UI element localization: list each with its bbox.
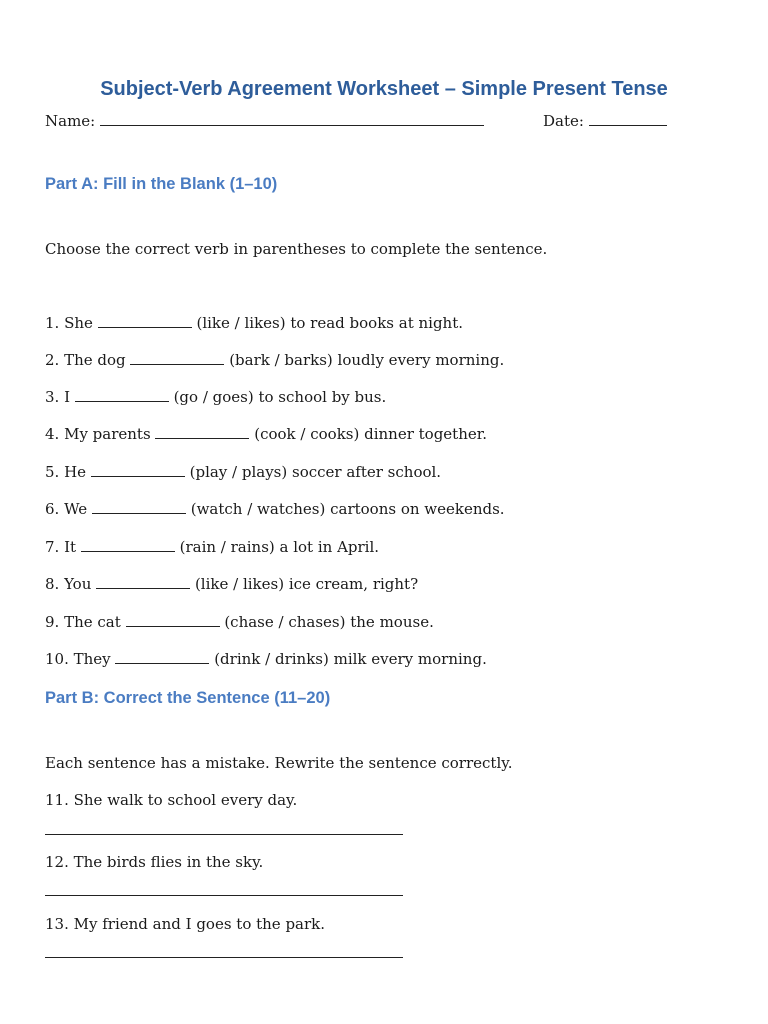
item-prefix: 2. The dog	[45, 351, 126, 369]
part-a-item-1	[45, 314, 463, 332]
part-b-heading: Part B: Correct the Sentence (11–20)	[45, 689, 331, 707]
part-a-item-8	[45, 575, 418, 593]
part-a-heading: Part A: Fill in the Blank (1–10)	[45, 175, 278, 193]
answer-blank	[115, 662, 209, 664]
answer-blank	[92, 512, 186, 514]
part-b-instructions: Each sentence has a mistake. Rewrite the sentence correctly.	[45, 754, 513, 772]
part-a-instructions: Choose the correct verb in parentheses to complete the sentence.	[45, 240, 548, 258]
answer-blank	[96, 587, 190, 589]
answer-blank	[81, 550, 175, 552]
item-prefix: 3. I	[45, 388, 71, 406]
date-blank	[589, 124, 667, 126]
item-suffix: (drink / drinks) milk every morning.	[214, 650, 487, 668]
part-b-item-13: 13. My friend and I goes to the park.	[45, 915, 326, 933]
worksheet-title: Subject-Verb Agreement Worksheet – Simple Present Tense	[100, 78, 668, 100]
item-suffix: (like / likes) ice cream, right?	[194, 575, 419, 593]
item-suffix: (bark / barks) loudly every morning.	[229, 351, 505, 369]
item-prefix: 6. We	[45, 500, 88, 518]
item-prefix: 1. She	[45, 314, 93, 332]
answer-line	[45, 834, 403, 835]
part-a-item-4	[45, 425, 487, 443]
item-prefix: 8. You	[45, 575, 92, 593]
name-blank	[100, 124, 484, 126]
answer-blank	[155, 437, 249, 439]
item-suffix: (chase / chases) the mouse.	[224, 613, 434, 631]
item-prefix: 9. The cat	[45, 613, 121, 631]
part-a-item-3	[45, 388, 386, 406]
date-field	[543, 112, 667, 130]
date-label: Date:	[543, 112, 584, 130]
item-suffix: (play / plays) soccer after school.	[189, 463, 442, 481]
item-suffix: (like / likes) to read books at night.	[196, 314, 464, 332]
name-field	[45, 112, 484, 130]
answer-blank	[130, 363, 224, 365]
item-prefix: 5. He	[45, 463, 87, 481]
item-prefix: 7. It	[45, 538, 77, 556]
part-b-item-12: 12. The birds flies in the sky.	[45, 853, 264, 871]
item-prefix: 4. My parents	[45, 425, 151, 443]
part-a-item-10	[45, 650, 487, 668]
item-suffix: (cook / cooks) dinner together.	[254, 425, 488, 443]
answer-blank	[91, 475, 185, 477]
part-a-item-7	[45, 538, 379, 556]
item-suffix: (rain / rains) a lot in April.	[179, 538, 380, 556]
item-suffix: (watch / watches) cartoons on weekends.	[190, 500, 505, 518]
item-prefix: 10. They	[45, 650, 111, 668]
answer-line	[45, 895, 403, 896]
part-a-item-5	[45, 463, 441, 481]
answer-line	[45, 957, 403, 958]
part-b-item-11: 11. She walk to school every day.	[45, 791, 298, 809]
answer-blank	[98, 326, 192, 328]
item-suffix: (go / goes) to school by bus.	[173, 388, 387, 406]
part-a-item-9	[45, 613, 434, 631]
answer-blank	[126, 625, 220, 627]
name-label: Name:	[45, 112, 96, 130]
answer-blank	[75, 400, 169, 402]
part-a-item-2	[45, 351, 504, 369]
part-a-item-6	[45, 500, 505, 518]
